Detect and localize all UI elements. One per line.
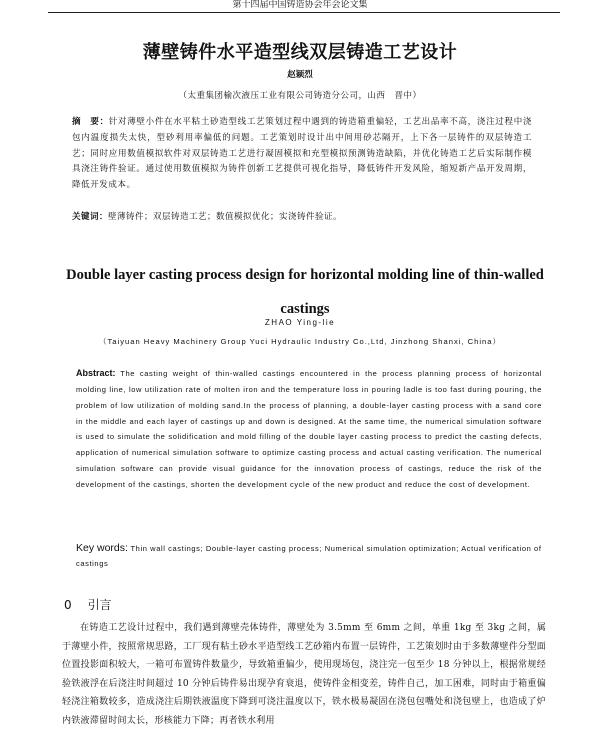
- english-affiliation: （Taiyuan Heavy Machinery Group Yuci Hydraulic Industry Co.,Ltd, Jinzhong Shanxi, China）: [98, 337, 502, 346]
- english-abstract-text: The casting weight of thin-walled castings encountered in the process planning process of horizontal molding line, low utilization rate of molten iron and the temperature loss in pouring ladle is too fast during pouring, the problem of low utilization of molding sand.In the process of planning, a double-layer casting process with a sand core in the middle and each layer of castings up and down is designed. At the same time, the numerical simulation software is used to simulate the solidification and mold filling of the double layer casting process to predict the casting defects, application of numerical simulation software to optimize casting process and actual casting verification. The numerical simulation software can provide visual guidance for the innovation process of castings, reduce the risk of the development of the castings, shorten the development cycle of the new product and reduce the cost of development.: [76, 369, 542, 489]
- header-rule: [48, 12, 560, 13]
- section-number: 0: [64, 598, 72, 612]
- running-title: 第十四届中国铸造协会年会论文集: [232, 0, 368, 10]
- english-keywords-text: Thin wall castings; Double-layer casting process; Numerical simulation optimization; Actual verification of castings: [76, 544, 542, 568]
- english-abstract: [76, 366, 542, 493]
- section-heading: [64, 596, 112, 613]
- chinese-affiliation: （太重集团榆次液压工业有限公司铸造分公司，山西 晋中）: [178, 91, 422, 101]
- english-author: ZHAO Ying-lie: [264, 318, 336, 327]
- chinese-title: 薄壁铸件水平造型线双层铸造工艺设计: [142, 42, 458, 63]
- chinese-abstract: [72, 115, 532, 194]
- section-title: 引言: [87, 598, 112, 612]
- running-header: [0, 0, 600, 16]
- english-title: Double layer casting process design for horizontal molding line of thin-walled castings: [66, 267, 544, 317]
- english-keywords: [76, 541, 542, 571]
- chinese-keywords: [72, 210, 542, 225]
- chinese-keywords-text: 壁薄铸件；双层铸造工艺；数值模拟优化；实浇铸件验证。: [108, 212, 343, 222]
- chinese-abstract-label: 摘 要：: [72, 117, 109, 127]
- english-keywords-label: Key words:: [76, 542, 128, 554]
- english-abstract-label: Abstract:: [76, 368, 116, 378]
- chinese-author: 赵颖烈: [287, 70, 313, 80]
- chinese-keywords-label: 关键词：: [72, 212, 109, 222]
- intro-paragraph: 在铸造工艺设计过程中，我们遇到薄壁壳体铸件，薄壁处为 3.5mm 至 6mm 之间，单重 1kg 至 3kg 之间，属于薄壁小件，按照常规思路，工厂现有粘土砂水平造型线工艺砂箱内布置一层铸件，工艺策划时由于多数薄壁件分型面位置投影面积较大，一箱可布置铸件数量少，导致箱重偏少，使用现场包，浇注完一包至少 18 分钟以上，根据常规经验铁液浮在后浇注时间超过 10 分钟后铸件易出现孕育衰退，使铸件金相变差，铸件自己，加工困难，同时由于箱重偏轻浇注箱数较多，造成浇注后期铁液温度下降到可浇注温度以下，铁水极易凝固在浇包包嘴处和浇包壁上，也造成了炉内铁液滞留时间太长，形核能力下降；再者铁水利用: [62, 623, 546, 726]
- chinese-abstract-text: 针对薄壁小件在水平粘土砂造型线工艺策划过程中遇到的铸造箱重偏轻，工艺出品率不高，浇注过程中浇包内温度损失太快，型砂利用率偏低的问题。工艺策划时设计出中间用砂芯隔开，上下各一层铸件的双层铸造工艺；同时应用数值模拟软件对双层铸造工艺进行凝固模拟和充型模拟预测铸造缺陷，并优化铸造工艺后实际制作模具浇注铸件验证。通过使用数值模拟为铸件创新工艺提供可视化指导，降低铸件开发风险，缩短新产品开发周期，降低开发成本。: [72, 117, 532, 191]
